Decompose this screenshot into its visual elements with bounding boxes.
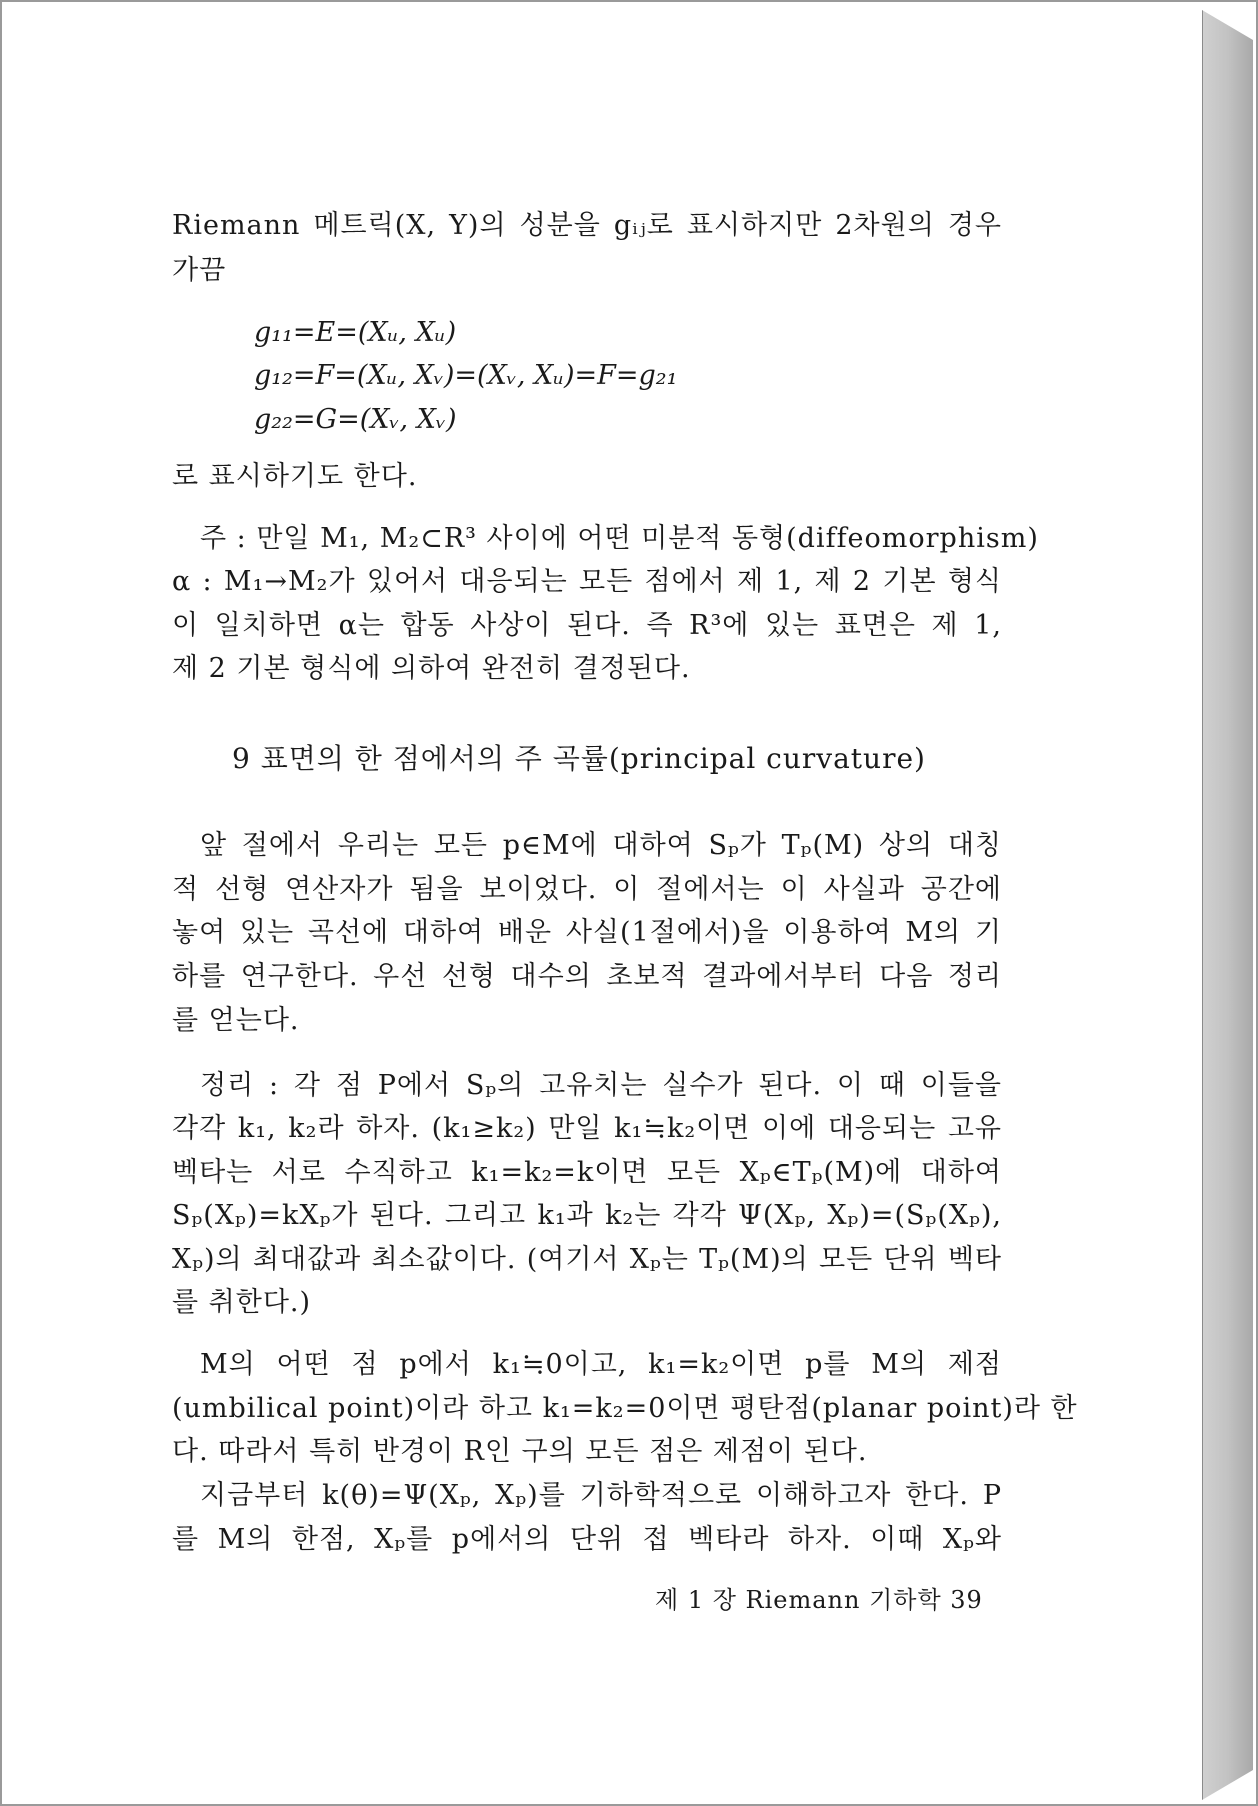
para2-line-2: (umbilical point)이라 하고 k₁=k₂=0이면 평탄점(planar point)라 한	[172, 1393, 1078, 1424]
after-equations-text: 로 표시하기도 한다.	[172, 461, 418, 492]
note-line-2: α : M₁→M₂가 있어서 대응되는 모든 점에서 제 1, 제 2 기본 형식	[172, 566, 1002, 597]
note-line-3: 이 일치하면 α는 합동 사상이 된다. 즉 R³에 있는 표면은 제 1,	[172, 610, 1002, 641]
note-line-4: 제 2 기본 형식에 의하여 완전히 결정된다.	[172, 653, 691, 684]
theorem-line-1: 정리 : 각 점 P에서 Sₚ의 고유치는 실수가 된다. 이 때 이들을	[200, 1070, 1002, 1101]
theorem-line-2: 각각 k₁, k₂라 하자. (k₁≥k₂) 만일 k₁≒k₂이면 이에 대응되는 고유	[172, 1113, 1002, 1144]
para3-line-1: 지금부터 k(θ)=Ψ(Xₚ, Xₚ)를 기하학적으로 이해하고자 한다. P	[200, 1480, 1002, 1511]
para1-line-3: 놓여 있는 곡선에 대하여 배운 사실(1절에서)을 이용하여 M의 기	[172, 917, 1002, 948]
equation-g12: g₁₂=F=(Xᵤ, Xᵥ)=(Xᵥ, Xᵤ)=F=g₂₁	[254, 360, 678, 391]
para2-line-3: 다. 따라서 특히 반경이 R인 구의 모든 점은 제점이 된다.	[172, 1436, 868, 1467]
para3-line-2: 를 M의 한점, Xₚ를 p에서의 단위 접 벡타라 하자. 이때 Xₚ와	[172, 1524, 1002, 1555]
para1-line-5: 를 얻는다.	[172, 1005, 300, 1036]
note-line-1: 주 : 만일 M₁, M₂⊂R³ 사이에 어떤 미분적 동형(diffeomorphism)	[200, 523, 1039, 554]
page-footer: 제 1 장 Riemann 기하학 39	[655, 1586, 983, 1614]
para1-line-4: 하를 연구한다. 우선 선형 대수의 초보적 결과에서부터 다음 정리	[172, 961, 1002, 992]
intro-line-2: 가끔	[172, 255, 227, 286]
para1-line-2: 적 선형 연산자가 됨을 보이었다. 이 절에서는 이 사실과 공간에	[172, 874, 1002, 905]
theorem-line-3: 벡타는 서로 수직하고 k₁=k₂=k이면 모든 Xₚ∈Tₚ(M)에 대하여	[172, 1157, 1002, 1188]
theorem-line-4: Sₚ(Xₚ)=kXₚ가 된다. 그리고 k₁과 k₂는 각각 Ψ(Xₚ, Xₚ)=(Sₚ(Xₚ),	[172, 1200, 1002, 1231]
theorem-line-6: 를 취한다.)	[172, 1287, 312, 1318]
equation-g22: g₂₂=G=(Xᵥ, Xᵥ)	[254, 404, 457, 435]
para2-line-1: M의 어떤 점 p에서 k₁≒0이고, k₁=k₂이면 p를 M의 제점	[200, 1349, 1002, 1380]
intro-line-1: Riemann 메트릭(X, Y)의 성분을 gᵢⱼ로 표시하지만 2차원의 경우	[172, 210, 1002, 241]
para1-line-1: 앞 절에서 우리는 모든 p∈M에 대하여 Sₚ가 Tₚ(M) 상의 대칭	[200, 830, 1002, 861]
page-edge-shadow	[1202, 10, 1253, 1800]
section-heading: 9 표면의 한 점에서의 주 곡률(principal curvature)	[232, 742, 926, 775]
equation-g11: g₁₁=E=(Xᵤ, Xᵤ)	[254, 317, 457, 348]
theorem-line-5: Xₚ)의 최대값과 최소값이다. (여기서 Xₚ는 Tₚ(M)의 모든 단위 벡타	[172, 1244, 1002, 1275]
